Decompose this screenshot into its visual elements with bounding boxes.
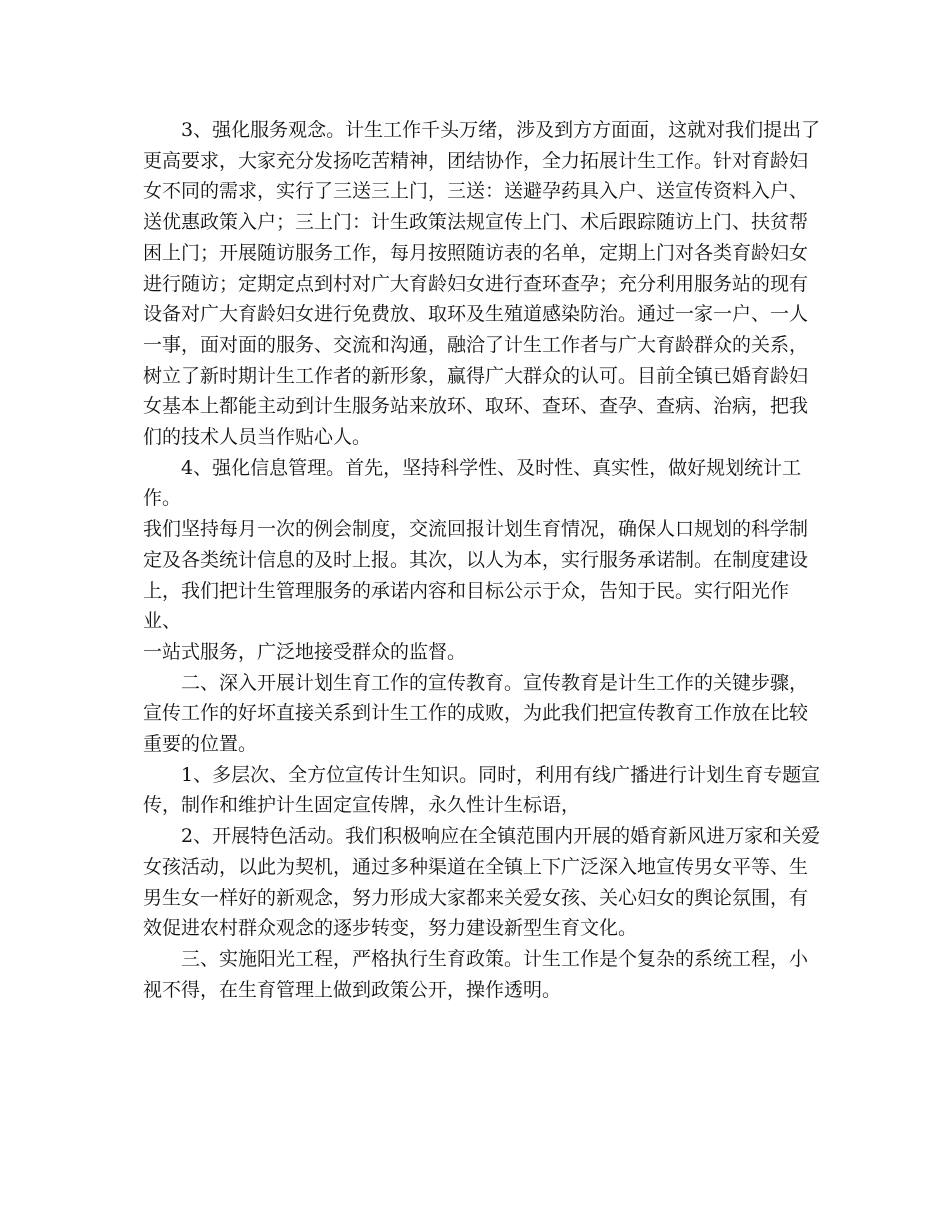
paragraph-featured-activities: 2、开展特色活动。我们积极响应在全镇范围内开展的婚育新风进万家和关爱 女孩活动，以此为契机，通过多种渠道在全镇上下广泛深入地宣传男女平等、生 男生女一样好的新观念，努力形成大家都来关爱女孩、关心妇女的舆论氛围，有 效促进农村群众观念的逐步转变，努力建设新型生育文化。 [143,825,821,940]
document-body [143,115,823,1005]
paragraph-publicity-education: 二、深入开展计划生育工作的宣传教育。宣传教育是计生工作的关键步骤， 宣传工作的好坏直接关系到计生工作的成败，为此我们把宣传教育工作放在比较 重要的位置。 [143,671,809,756]
paragraph-information-management: 4、强化信息管理。首先，坚持科学性、及时性、真实性，做好规划统计工作。 我们坚持每月一次的例会制度，交流回报计划生育情况，确保人口规划的科学制 定及各类统计信息的及时上报。其次，以人为本，实行服务承诺制。在制度建设 上，我们把计生管理服务的承诺内容和目标公示于众，告知于民。实行阳光作业、 一站式服务，广泛地接受群众的监督。 [143,456,809,663]
paragraph-service-concept: 3、强化服务观念。计生工作千头万绪，涉及到方方面面，这就对我们提出了 更高要求，大家充分发扬吃苦精神，团结协作，全力拓展计生工作。针对育龄妇 女不同的需求，实行了三送三上门，三送：送避孕药具入户、送宣传资料入户、 送优惠政策入户；三上门：计生政策法规宣传上门、术后跟踪随访上门、扶贫帮 困上门；开展随访服务工作，每月按照随访表的名单，定期上门对各类育龄妇女 进行随访；定期定点到村对广大育龄妇女进行查环查孕；充分利用服务站的现有 设备对广大育龄妇女进行免费放、取环及生殖道感染防治。通过一家一户、一人 一事，面对面的服务、交流和沟通，融洽了计生工作者与广大育龄群众的关系， 树立了新时期计生工作者的新形象，赢得广大群众的认可。目前全镇已婚育龄妇 女基本上都能主动到计生服务站来放环、取环、查环、查孕、查病、治病，把我 们的技术人员当作贴心人。 [143,119,821,449]
paragraph-sunshine-project: 三、实施阳光工程，严格执行生育政策。计生工作是个复杂的系统工程，小 视不得，在生育管理上做到政策公开，操作透明。 [143,947,809,1001]
paragraph-multi-level-publicity: 1、多层次、全方位宣传计生知识。同时，利用有线广播进行计划生育专题宣 传，制作和维护计生固定宣传牌，永久性计生标语， [143,763,821,817]
